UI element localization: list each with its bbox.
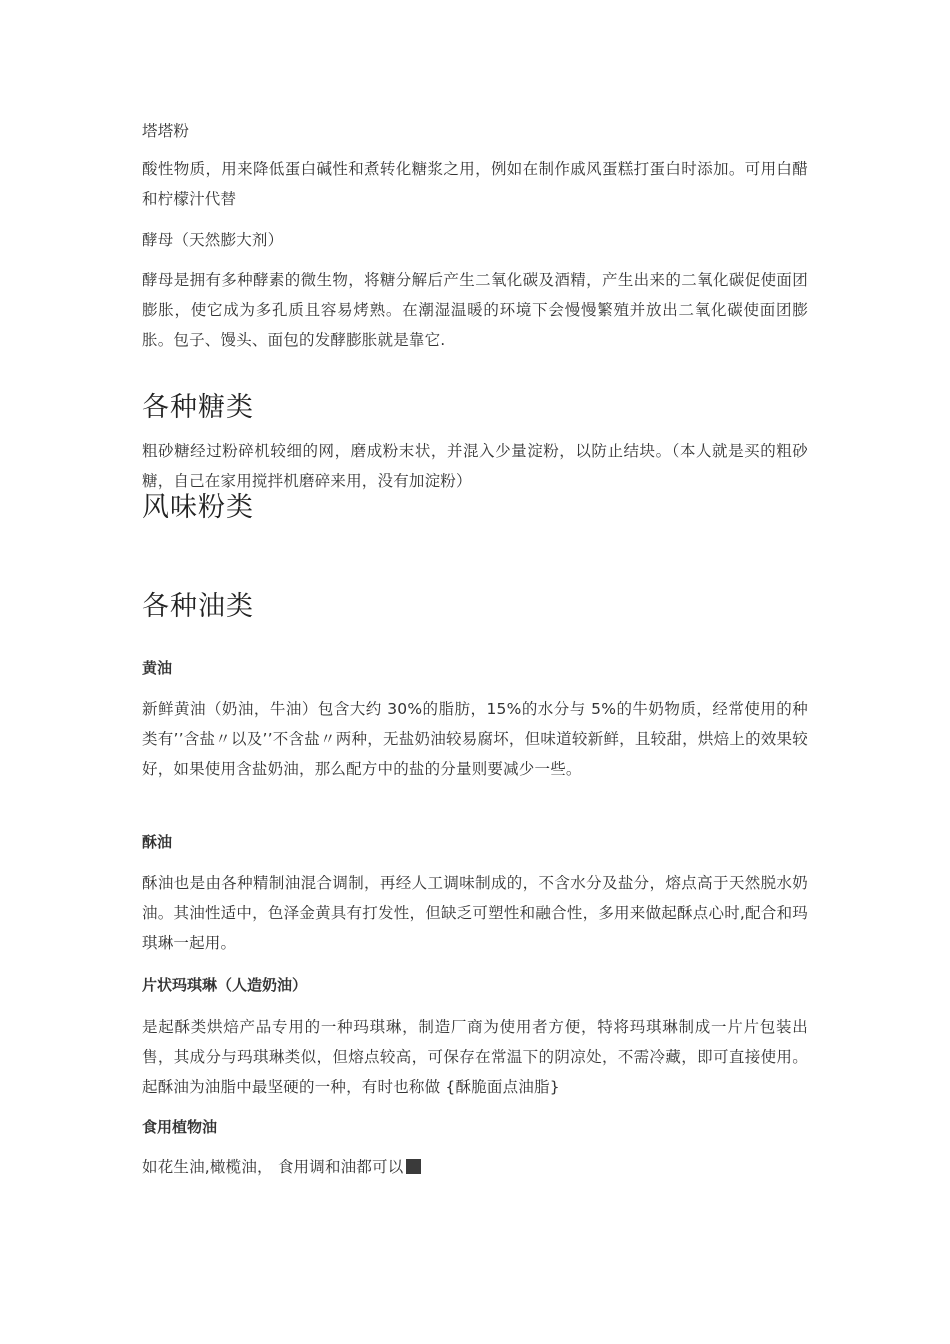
sugars-text: 粗砂糖经过粉碎机较细的网，磨成粉末状，并混入少量淀粉，以防止结块。（本人就是买的粗砂糖，自己在家用搅拌机磨碎来用，没有加淀粉）	[142, 442, 808, 490]
sheet-margarine-text: 是起酥类烘焙产品专用的一种玛琪琳，制造厂商为使用者方便，特将玛琪琳制成一片片包装出售，其成分与玛琪琳类似，但熔点较高，可保存在常温下的阴凉处，不需冷藏，即可直接使用。起酥油为油脂中最坚硬的一种，有时也称做 {酥脆面点油脂}	[142, 1018, 808, 1096]
sheet-margarine-heading: 片状玛琪琳（人造奶油）	[142, 976, 308, 994]
yeast-text: 酵母是拥有多种酵素的微生物，将糖分解后产生二氧化碳及酒精，产生出来的二氧化碳促使面团膨胀，使它成为多孔质且容易烤熟。在潮湿温暖的环境下会慢慢繁殖并放出二氧化碳使面团膨胀。包子、馒头、面包的发酵膨胀就是靠它.	[142, 271, 808, 349]
tartar-heading: 塔塔粉	[142, 122, 190, 140]
shortening-heading: 酥油	[142, 833, 173, 851]
butter-text: 新鲜黄油（奶油，牛油）包含大约 30%的脂肪，15%的水分与 5%的牛奶物质，经常使用的种类有’’含盐〃以及’’不含盐〃两种，无盐奶油较易腐坏，但味道较新鲜，且较甜，烘焙上的效果较好，如果使用含盐奶油，那么配方中的盐的分量则要减少一些。	[142, 700, 808, 778]
veg-oil-heading: 食用植物油	[142, 1118, 218, 1136]
flavor-powders-heading: 风味粉类	[142, 492, 254, 523]
butter-heading: 黄油	[142, 659, 173, 677]
black-square-icon	[406, 1159, 421, 1174]
yeast-heading: 酵母（天然膨大剂）	[142, 231, 284, 249]
sugars-heading: 各种糖类	[142, 392, 254, 423]
veg-oil-text: 如花生油,橄榄油， 食用调和油都可以	[142, 1158, 404, 1176]
tartar-text: 酸性物质，用来降低蛋白碱性和煮转化糖浆之用，例如在制作戚风蛋糕打蛋白时添加。可用白醋和柠檬汁代替	[142, 160, 808, 208]
oils-heading: 各种油类	[142, 591, 254, 622]
shortening-text: 酥油也是由各种精制油混合调制，再经人工调味制成的，不含水分及盐分，熔点高于天然脱水奶油。其油性适中，色泽金黄具有打发性，但缺乏可塑性和融合性，多用来做起酥点心时,配合和玛琪琳一起用。	[142, 874, 808, 952]
veg-oil-line	[142, 1152, 808, 1182]
